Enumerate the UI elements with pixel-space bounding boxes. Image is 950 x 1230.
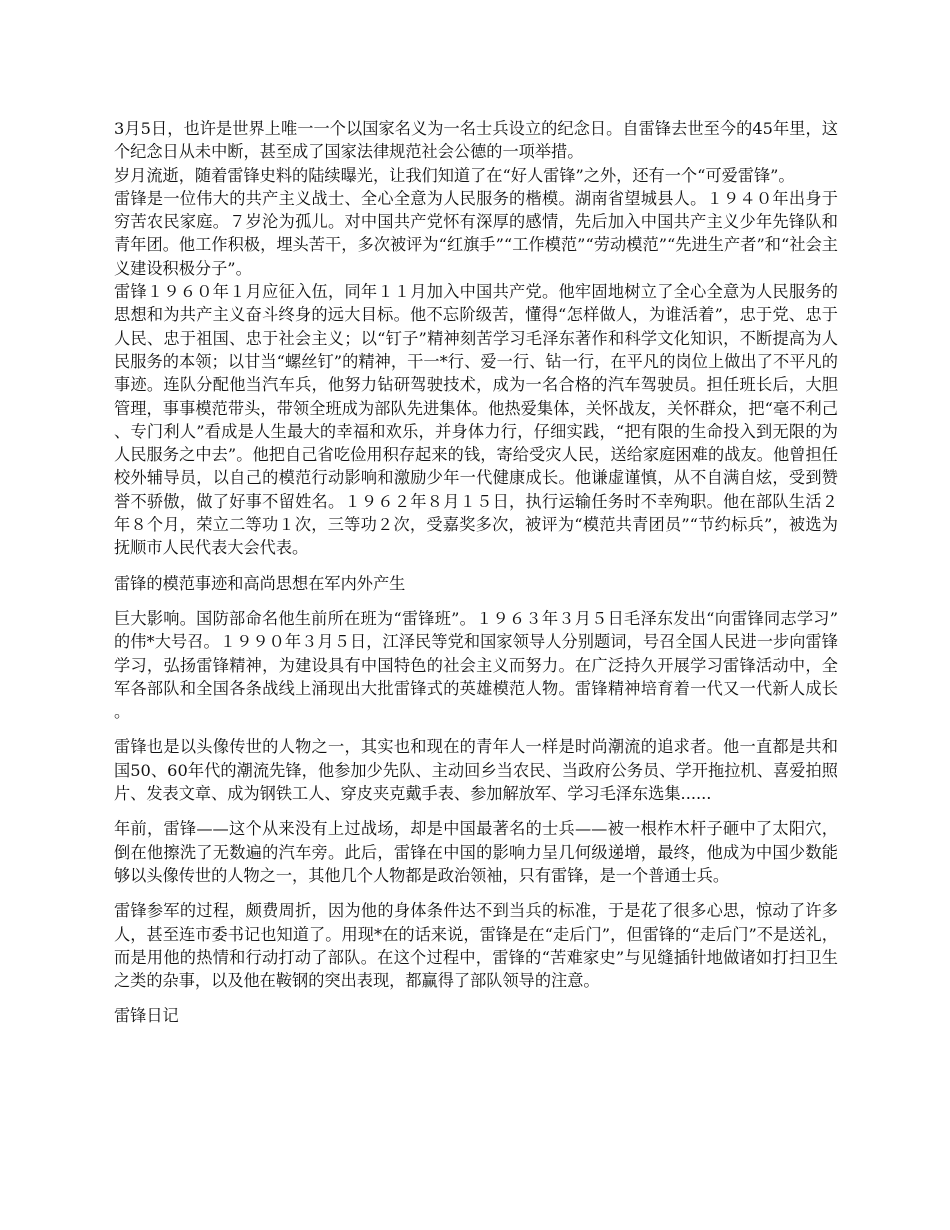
- paragraph-trend-pioneer: 雷锋也是以头像传世的人物之一，其实也和现在的青年人一样是时尚潮流的追求者。他一直都是共和国50、60年代的潮流先锋，他参加少先队、主动回乡当农民、当政府公务员、学开拖拉机、喜爱拍照片、发表文章、成为钢铁工人、穿皮夹克戴手表、参加解放军、学习毛泽东选集......: [114, 737, 838, 804]
- paragraph-death: 年前，雷锋——这个从来没有上过战场，却是中国最著名的士兵——被一根柞木杆子砸中了太阳穴，倒在他擦洗了无数遍的汽车旁。此后，雷锋在中国的影响力呈几何级递增，最终，他成为中国少数能够以头像传世的人物之一，其他几个人物都是政治领袖，只有雷锋，是一个普通士兵。: [114, 819, 838, 885]
- paragraph-diary-heading: 雷锋日记: [114, 1006, 179, 1026]
- document-body: [114, 117, 838, 1040]
- paragraph-influence-heading: 雷锋的模范事迹和高尚思想在军内外产生: [114, 573, 406, 593]
- paragraph-great-influence: 巨大影响。国防部命名他生前所在班为“雷锋班”。１９６３年３月５日毛泽东发出“向雷锋同志学习”的伟*大号召。１９９０年３月５日，江泽民等党和国家领导人分别题词，号召全国人民进一步向雷锋学习，弘扬雷锋精神，为建设具有中国特色的社会主义而努力。在广泛持久开展学习雷锋活动中，全军各部队和全国各条战线上涌现出大批雷锋式的英雄模范人物。雷锋精神培育着一代又一代新人成长。: [114, 608, 838, 722]
- paragraph-enlistment: 雷锋参军的过程，颇费周折，因为他的身体条件达不到当兵的标准，于是花了很多心思，惊动了许多人，甚至连市委书记也知道了。用现*在的话来说，雷锋是在“走后门”，但雷锋的“走后门”不是送礼，而是用他的热情和行动打动了部队。在这个过程中，雷锋的“苦难家史”与见缝插针地做诸如打扫卫生之类的杂事，以及他在鞍钢的突出表现，都赢得了部队领导的注意。: [114, 901, 838, 991]
- paragraph-lovable-leifeng: 岁月流逝，随着雷锋史料的陆续曝光，让我们知道了在“好人雷锋”之外，还有一个“可爱雷锋”。: [114, 165, 795, 185]
- paragraph-military-service: 雷锋１９６０年１月应征入伍，同年１１月加入中国共产党。他牢固地树立了全心全意为人民服务的思想和为共产主义奋斗终身的远大目标。他不忘阶级苦，懂得“怎样做人，为谁活着”，忠于党、忠于人民、忠于祖国、忠于社会主义；以“钉子”精神刻苦学习毛泽东著作和科学文化知识，不断提高为人民服务的本领；以甘当“螺丝钉”的精神，干一*行、爱一行、钻一行，在平凡的岗位上做出了不平凡的事迹。连队分配他当汽车兵，他努力钻研驾驶技术，成为一名合格的汽车驾驶员。担任班长后，大胆管理，事事模范带头，带领全班成为部队先进集体。他热爱集体，关怀战友，关怀群众，把“毫不利己、专门利人”看成是人生最大的幸福和欢乐，并身体力行，仔细实践，“把有限的生命投入到无限的为人民服务之中去”。他把自己省吃俭用积存起来的钱，寄给受灾人民，送给家庭困难的战友。他曾担任校外辅导员，以自己的模范行动影响和激励少年一代健康成长。他谦虚谨慎，从不自满自炫，受到赞誉不骄傲，做了好事不留姓名。１９６２年８月１５日，执行运输任务时不幸殉职。他在部队生活２年８个月，荣立二等功１次，三等功２次，受嘉奖多次，被评为“模范共青团员”“节约标兵”，被选为抚顺市人民代表大会代表。: [114, 282, 838, 558]
- paragraph-biography: 雷锋是一位伟大的共产主义战士、全心全意为人民服务的楷模。湖南省望城县人。１９４０年出身于穷苦农民家庭。７岁沦为孤儿。对中国共产党怀有深厚的感情，先后加入中国共产主义少年先锋队和青年团。他工作积极，埋头苦干，多次被评为“红旗手”“工作模范”“劳动模范”“先进生产者”和“社会主义建设积极分子”。: [114, 188, 838, 278]
- paragraph-memorial-day: 3月5日，也许是世界上唯一一个以国家名义为一名士兵设立的纪念日。自雷锋去世至今的45年里，这个纪念日从未中断，甚至成了国家法律规范社会公德的一项举措。: [114, 119, 838, 162]
